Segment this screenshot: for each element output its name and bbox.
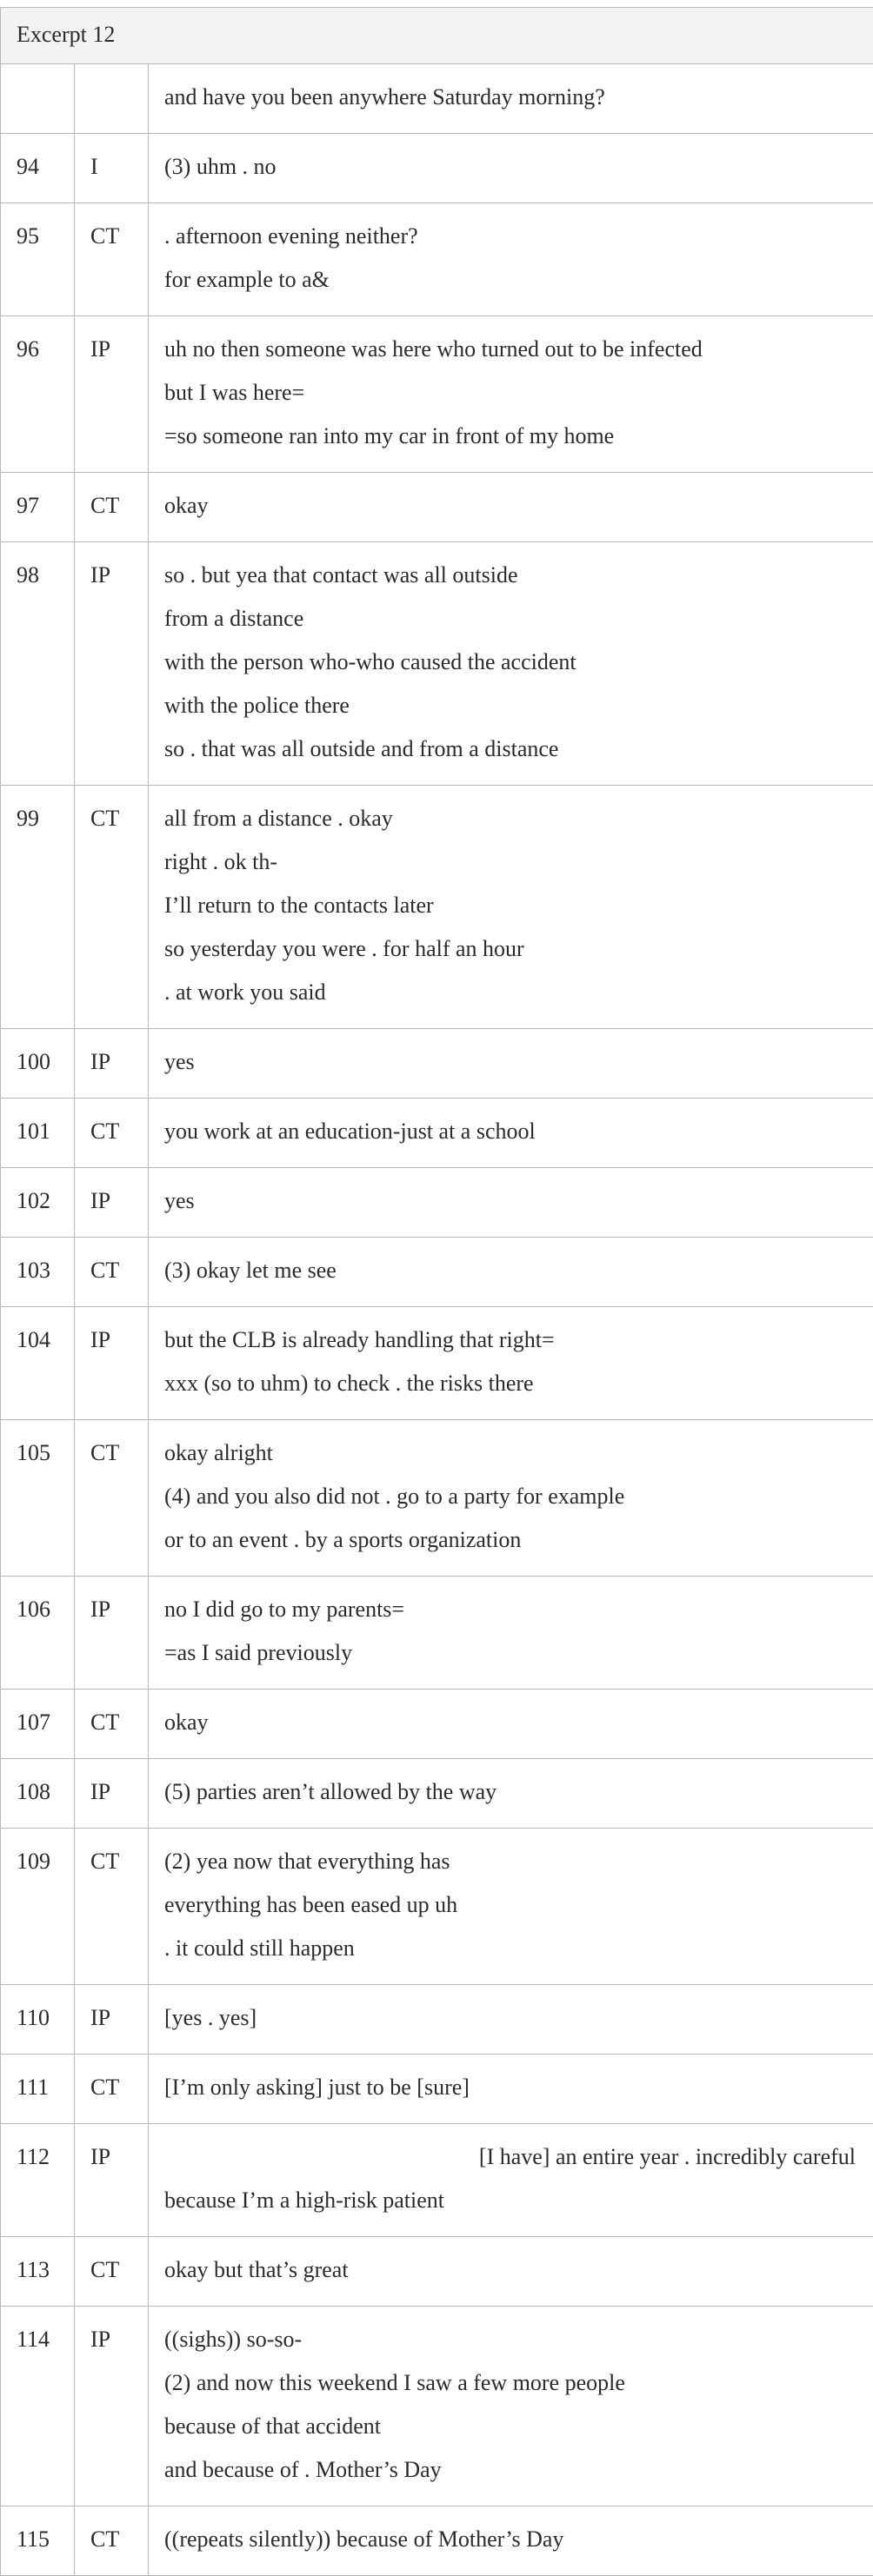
speaker-code: CT [75, 203, 149, 316]
utterance-line: (3) okay let me see [164, 1249, 856, 1292]
speaker-code: CT [75, 1690, 149, 1759]
speaker-code: IP [75, 1985, 149, 2055]
transcript-row [1, 786, 873, 1029]
utterance-line: and because of . Mother’s Day [164, 2448, 856, 2492]
transcript-row [1, 542, 873, 786]
line-number: 105 [1, 1420, 75, 1577]
line-number: 99 [1, 786, 75, 1029]
speaker-code: CT [75, 786, 149, 1029]
transcript-row [1, 2055, 873, 2124]
utterance-line: (4) and you also did not . go to a party for example [164, 1475, 856, 1518]
excerpt-body [1, 64, 873, 2576]
transcript-row [1, 316, 873, 473]
utterance-line: yes [164, 1040, 856, 1084]
speaker-code: IP [75, 1759, 149, 1829]
utterance [149, 134, 873, 203]
utterance [149, 786, 873, 1029]
utterance [149, 1099, 873, 1168]
utterance-line: okay [164, 1701, 856, 1744]
utterance [149, 1759, 873, 1829]
speaker-code: IP [75, 2124, 149, 2237]
transcript-row [1, 2124, 873, 2237]
utterance-line: for example to a& [164, 258, 856, 302]
transcript-row [1, 2237, 873, 2307]
speaker-code: CT [75, 1829, 149, 1985]
utterance-line: no I did go to my parents= [164, 1588, 856, 1631]
speaker-code: IP [75, 1307, 149, 1420]
utterance-line: because of that accident [164, 2405, 856, 2448]
line-number: 104 [1, 1307, 75, 1420]
utterance-line: (3) uhm . no [164, 145, 856, 189]
utterance-line: right . ok th- [164, 840, 856, 884]
line-number: 101 [1, 1099, 75, 1168]
utterance-line: okay alright [164, 1431, 856, 1475]
utterance [149, 2055, 873, 2124]
utterance-line: from a distance [164, 597, 856, 641]
speaker-code: IP [75, 542, 149, 786]
utterance-line: =as I said previously [164, 1631, 856, 1675]
utterance [149, 473, 873, 542]
utterance-line: . it could still happen [164, 1927, 856, 1970]
line-number: 96 [1, 316, 75, 473]
transcript-row [1, 1238, 873, 1307]
utterance-line: so . but yea that contact was all outside [164, 554, 856, 597]
utterance-line: [I have] an entire year . incredibly careful [164, 2135, 856, 2179]
line-number: 110 [1, 1985, 75, 2055]
speaker-code [75, 64, 149, 134]
speaker-code: IP [75, 1029, 149, 1099]
speaker-code: CT [75, 473, 149, 542]
line-number: 115 [1, 2506, 75, 2576]
transcript-row [1, 1690, 873, 1759]
utterance-line: so yesterday you were . for half an hour [164, 927, 856, 971]
utterance-line: because I’m a high-risk patient [164, 2179, 856, 2222]
line-number: 112 [1, 2124, 75, 2237]
transcript-row [1, 1168, 873, 1238]
line-number: 106 [1, 1577, 75, 1690]
line-number: 97 [1, 473, 75, 542]
utterance [149, 1168, 873, 1238]
speaker-code: CT [75, 2237, 149, 2307]
utterance [149, 2124, 873, 2237]
speaker-code: IP [75, 1577, 149, 1690]
utterance-line: everything has been eased up uh [164, 1883, 856, 1927]
utterance-line: . at work you said [164, 971, 856, 1014]
line-number: 108 [1, 1759, 75, 1829]
line-number: 114 [1, 2307, 75, 2506]
transcript-row [1, 134, 873, 203]
transcript-row [1, 2506, 873, 2576]
line-number: 102 [1, 1168, 75, 1238]
transcript-row [1, 1420, 873, 1577]
utterance [149, 2506, 873, 2576]
utterance-line: . afternoon evening neither? [164, 215, 856, 258]
utterance-line: and have you been anywhere Saturday morning? [164, 76, 856, 119]
excerpt-title: Excerpt 12 [1, 8, 873, 64]
speaker-code: IP [75, 1168, 149, 1238]
line-number: 98 [1, 542, 75, 786]
utterance [149, 1690, 873, 1759]
transcript-row [1, 1099, 873, 1168]
speaker-code: CT [75, 1238, 149, 1307]
utterance-line: all from a distance . okay [164, 797, 856, 840]
utterance [149, 2307, 873, 2506]
utterance-line: (2) yea now that everything has [164, 1840, 856, 1883]
utterance-line: but the CLB is already handling that right= [164, 1318, 856, 1362]
utterance-line: so . that was all outside and from a distance [164, 727, 856, 771]
line-number: 103 [1, 1238, 75, 1307]
utterance-line: ((repeats silently)) because of Mother’s Day [164, 2518, 856, 2561]
utterance-line: you work at an education-just at a school [164, 1110, 856, 1153]
line-number: 100 [1, 1029, 75, 1099]
table-title-row [1, 8, 873, 64]
speaker-code: IP [75, 2307, 149, 2506]
utterance-line: with the person who-who caused the accident [164, 641, 856, 684]
utterance-line: uh no then someone was here who turned out to be infected [164, 328, 856, 371]
utterance-line: =so someone ran into my car in front of my home [164, 415, 856, 458]
speaker-code: CT [75, 1099, 149, 1168]
utterance [149, 1029, 873, 1099]
utterance-line: okay [164, 484, 856, 528]
transcript-row [1, 1307, 873, 1420]
transcript-row [1, 473, 873, 542]
utterance [149, 1985, 873, 2055]
speaker-code: CT [75, 1420, 149, 1577]
line-number: 107 [1, 1690, 75, 1759]
utterance-line: xxx (so to uhm) to check . the risks there [164, 1362, 856, 1405]
line-number: 109 [1, 1829, 75, 1985]
transcript-row [1, 1985, 873, 2055]
utterance-line: ((sighs)) so-so- [164, 2318, 856, 2361]
utterance-line: (2) and now this weekend I saw a few more people [164, 2361, 856, 2405]
transcript-row [1, 2307, 873, 2506]
utterance-line: I’ll return to the contacts later [164, 884, 856, 927]
line-number: 113 [1, 2237, 75, 2307]
transcript-row [1, 1577, 873, 1690]
transcript-row [1, 1759, 873, 1829]
line-number [1, 64, 75, 134]
excerpt-table-container [0, 7, 873, 2576]
utterance [149, 1420, 873, 1577]
line-number: 95 [1, 203, 75, 316]
transcript-row [1, 203, 873, 316]
utterance-line: yes [164, 1179, 856, 1223]
utterance [149, 1238, 873, 1307]
transcript-row [1, 1829, 873, 1985]
utterance [149, 542, 873, 786]
line-number: 94 [1, 134, 75, 203]
utterance-line: with the police there [164, 684, 856, 727]
utterance [149, 203, 873, 316]
excerpt-table [0, 7, 873, 2576]
utterance [149, 2237, 873, 2307]
utterance-line: but I was here= [164, 371, 856, 415]
line-number: 111 [1, 2055, 75, 2124]
speaker-code: CT [75, 2055, 149, 2124]
utterance [149, 1577, 873, 1690]
transcript-row [1, 1029, 873, 1099]
utterance-line: or to an event . by a sports organization [164, 1518, 856, 1562]
transcript-row [1, 64, 873, 134]
utterance-line: okay but that’s great [164, 2248, 856, 2292]
utterance [149, 64, 873, 134]
utterance [149, 1307, 873, 1420]
utterance [149, 1829, 873, 1985]
speaker-code: CT [75, 2506, 149, 2576]
utterance-line: (5) parties aren’t allowed by the way [164, 1770, 856, 1814]
utterance-line: [I’m only asking] just to be [sure] [164, 2066, 856, 2109]
utterance-line: [yes . yes] [164, 1996, 856, 2040]
speaker-code: I [75, 134, 149, 203]
speaker-code: IP [75, 316, 149, 473]
utterance [149, 316, 873, 473]
